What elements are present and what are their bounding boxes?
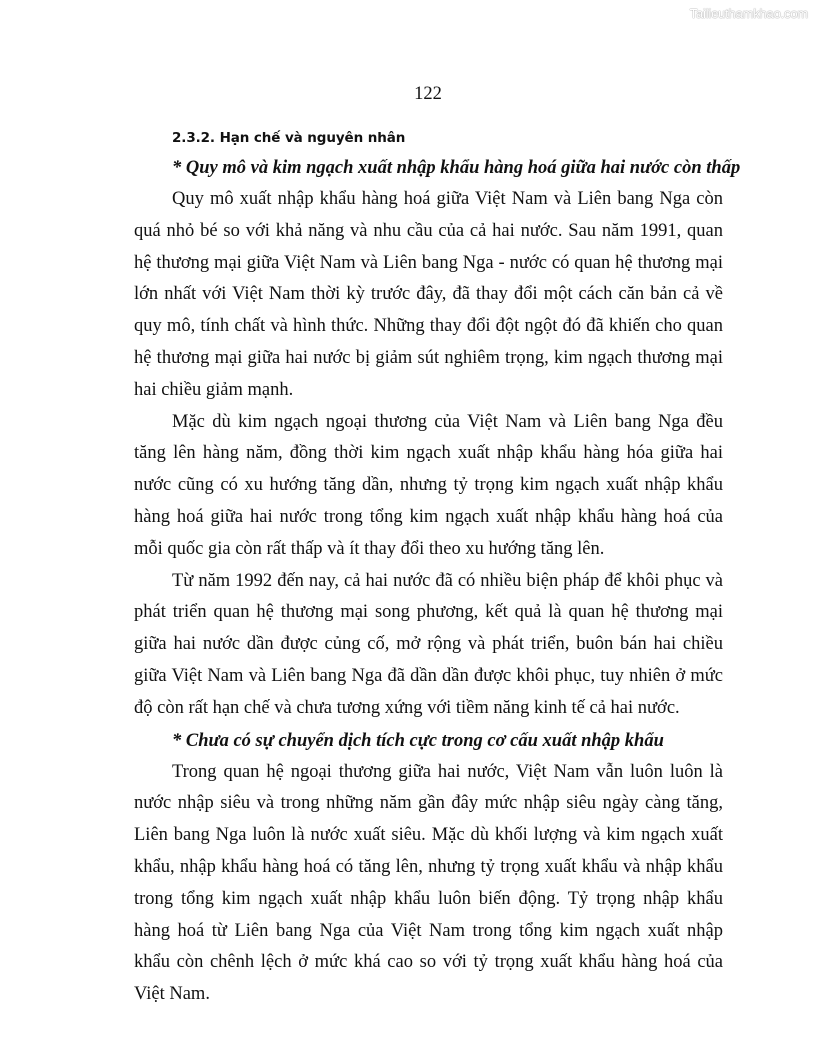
text-line: trong tổng kim ngạch xuất nhập khẩu luôn biến động. Tỷ trọng nhập khẩu <box>134 888 723 909</box>
paragraph <box>134 757 723 1011</box>
subsection-title: * Chưa có sự chuyển dịch tích cực trong cơ cấu xuất nhập khẩu <box>172 730 664 751</box>
text-line: hai chiều giảm mạnh. <box>134 379 294 400</box>
text-line: quá nhỏ bé so với khả năng và nhu cầu của cả hai nước. Sau năm 1991, quan <box>134 220 723 241</box>
subsection-title: * Quy mô và kim ngạch xuất nhập khẩu hàng hoá giữa hai nước còn thấp <box>172 158 741 178</box>
text-line: giữa Việt Nam và Liên bang Nga đã dần dần được khôi phục, tuy nhiên ở mức <box>134 665 723 686</box>
text-line: Mặc dù kim ngạch ngoại thương của Việt Nam và Liên bang Nga đều <box>172 411 723 432</box>
text-line: hàng hoá từ Liên bang Nga của Việt Nam trong tổng kim ngạch xuất nhập <box>134 920 723 941</box>
text-line: mỗi quốc gia còn rất thấp và ít thay đổi theo xu hướng tăng lên. <box>134 538 605 559</box>
text-line: Liên bang Nga luôn là nước xuất siêu. Mặc dù khối lượng và kim ngạch xuất <box>134 825 723 846</box>
text-line: khẩu, nhập khẩu hàng hoá có tăng lên, nhưng tỷ trọng xuất khẩu và nhập khẩu <box>134 856 723 877</box>
text-line: Việt Nam. <box>134 984 210 1005</box>
paragraph <box>134 566 723 725</box>
watermark: Tailieuthamkhao.com <box>689 6 808 21</box>
text-line: nước nhập siêu và trong những năm gần đây mức nhập siêu ngày càng tăng, <box>134 793 723 814</box>
section-heading: 2.3.2. Hạn chế và nguyên nhân <box>172 130 406 146</box>
text-line: Từ năm 1992 đến nay, cả hai nước đã có nhiều biện pháp để khôi phục và <box>172 570 723 591</box>
paragraph <box>134 407 723 566</box>
text-line: hệ thương mại giữa Việt Nam và Liên bang Nga - nước có quan hệ thương mại <box>134 252 723 273</box>
text-line: giữa hai nước dần được củng cố, mở rộng và phát triển, buôn bán hai chiều <box>134 634 723 655</box>
text-line: hàng hoá giữa hai nước trong tổng kim ngạch xuất nhập khẩu hàng hoá của <box>134 506 723 527</box>
text-line: phát triển quan hệ thương mại song phương, kết quả là quan hệ thương mại <box>134 602 723 623</box>
text-line: Quy mô xuất nhập khẩu hàng hoá giữa Việt Nam và Liên bang Nga còn <box>172 189 723 209</box>
document-body <box>134 124 741 1011</box>
page-number: 122 <box>414 84 442 104</box>
paragraph <box>134 184 723 407</box>
text-line: tăng lên hàng năm, đồng thời kim ngạch xuất nhập khẩu hàng hóa giữa hai <box>134 443 723 464</box>
text-line: hệ thương mại giữa hai nước bị giảm sút nghiêm trọng, kim ngạch thương mại <box>134 347 723 368</box>
text-line: lớn nhất với Việt Nam thời kỳ trước đây, đã thay đổi một cách căn bản cả về <box>134 284 723 305</box>
text-line: độ còn rất hạn chế và chưa tương xứng với tiềm năng kinh tế cả hai nước. <box>134 697 680 718</box>
text-line: khẩu còn chênh lệch ở mức khá cao so với tỷ trọng xuất khẩu hàng hoá của <box>134 952 723 973</box>
text-line: quy mô, tính chất và hình thức. Những thay đổi đột ngột đó đã khiến cho quan <box>134 316 723 337</box>
text-line: nước cũng có xu hướng tăng dần, nhưng tỷ trọng kim ngạch xuất nhập khẩu <box>134 475 723 496</box>
text-line: Trong quan hệ ngoại thương giữa hai nước, Việt Nam vẫn luôn luôn là <box>172 761 723 782</box>
